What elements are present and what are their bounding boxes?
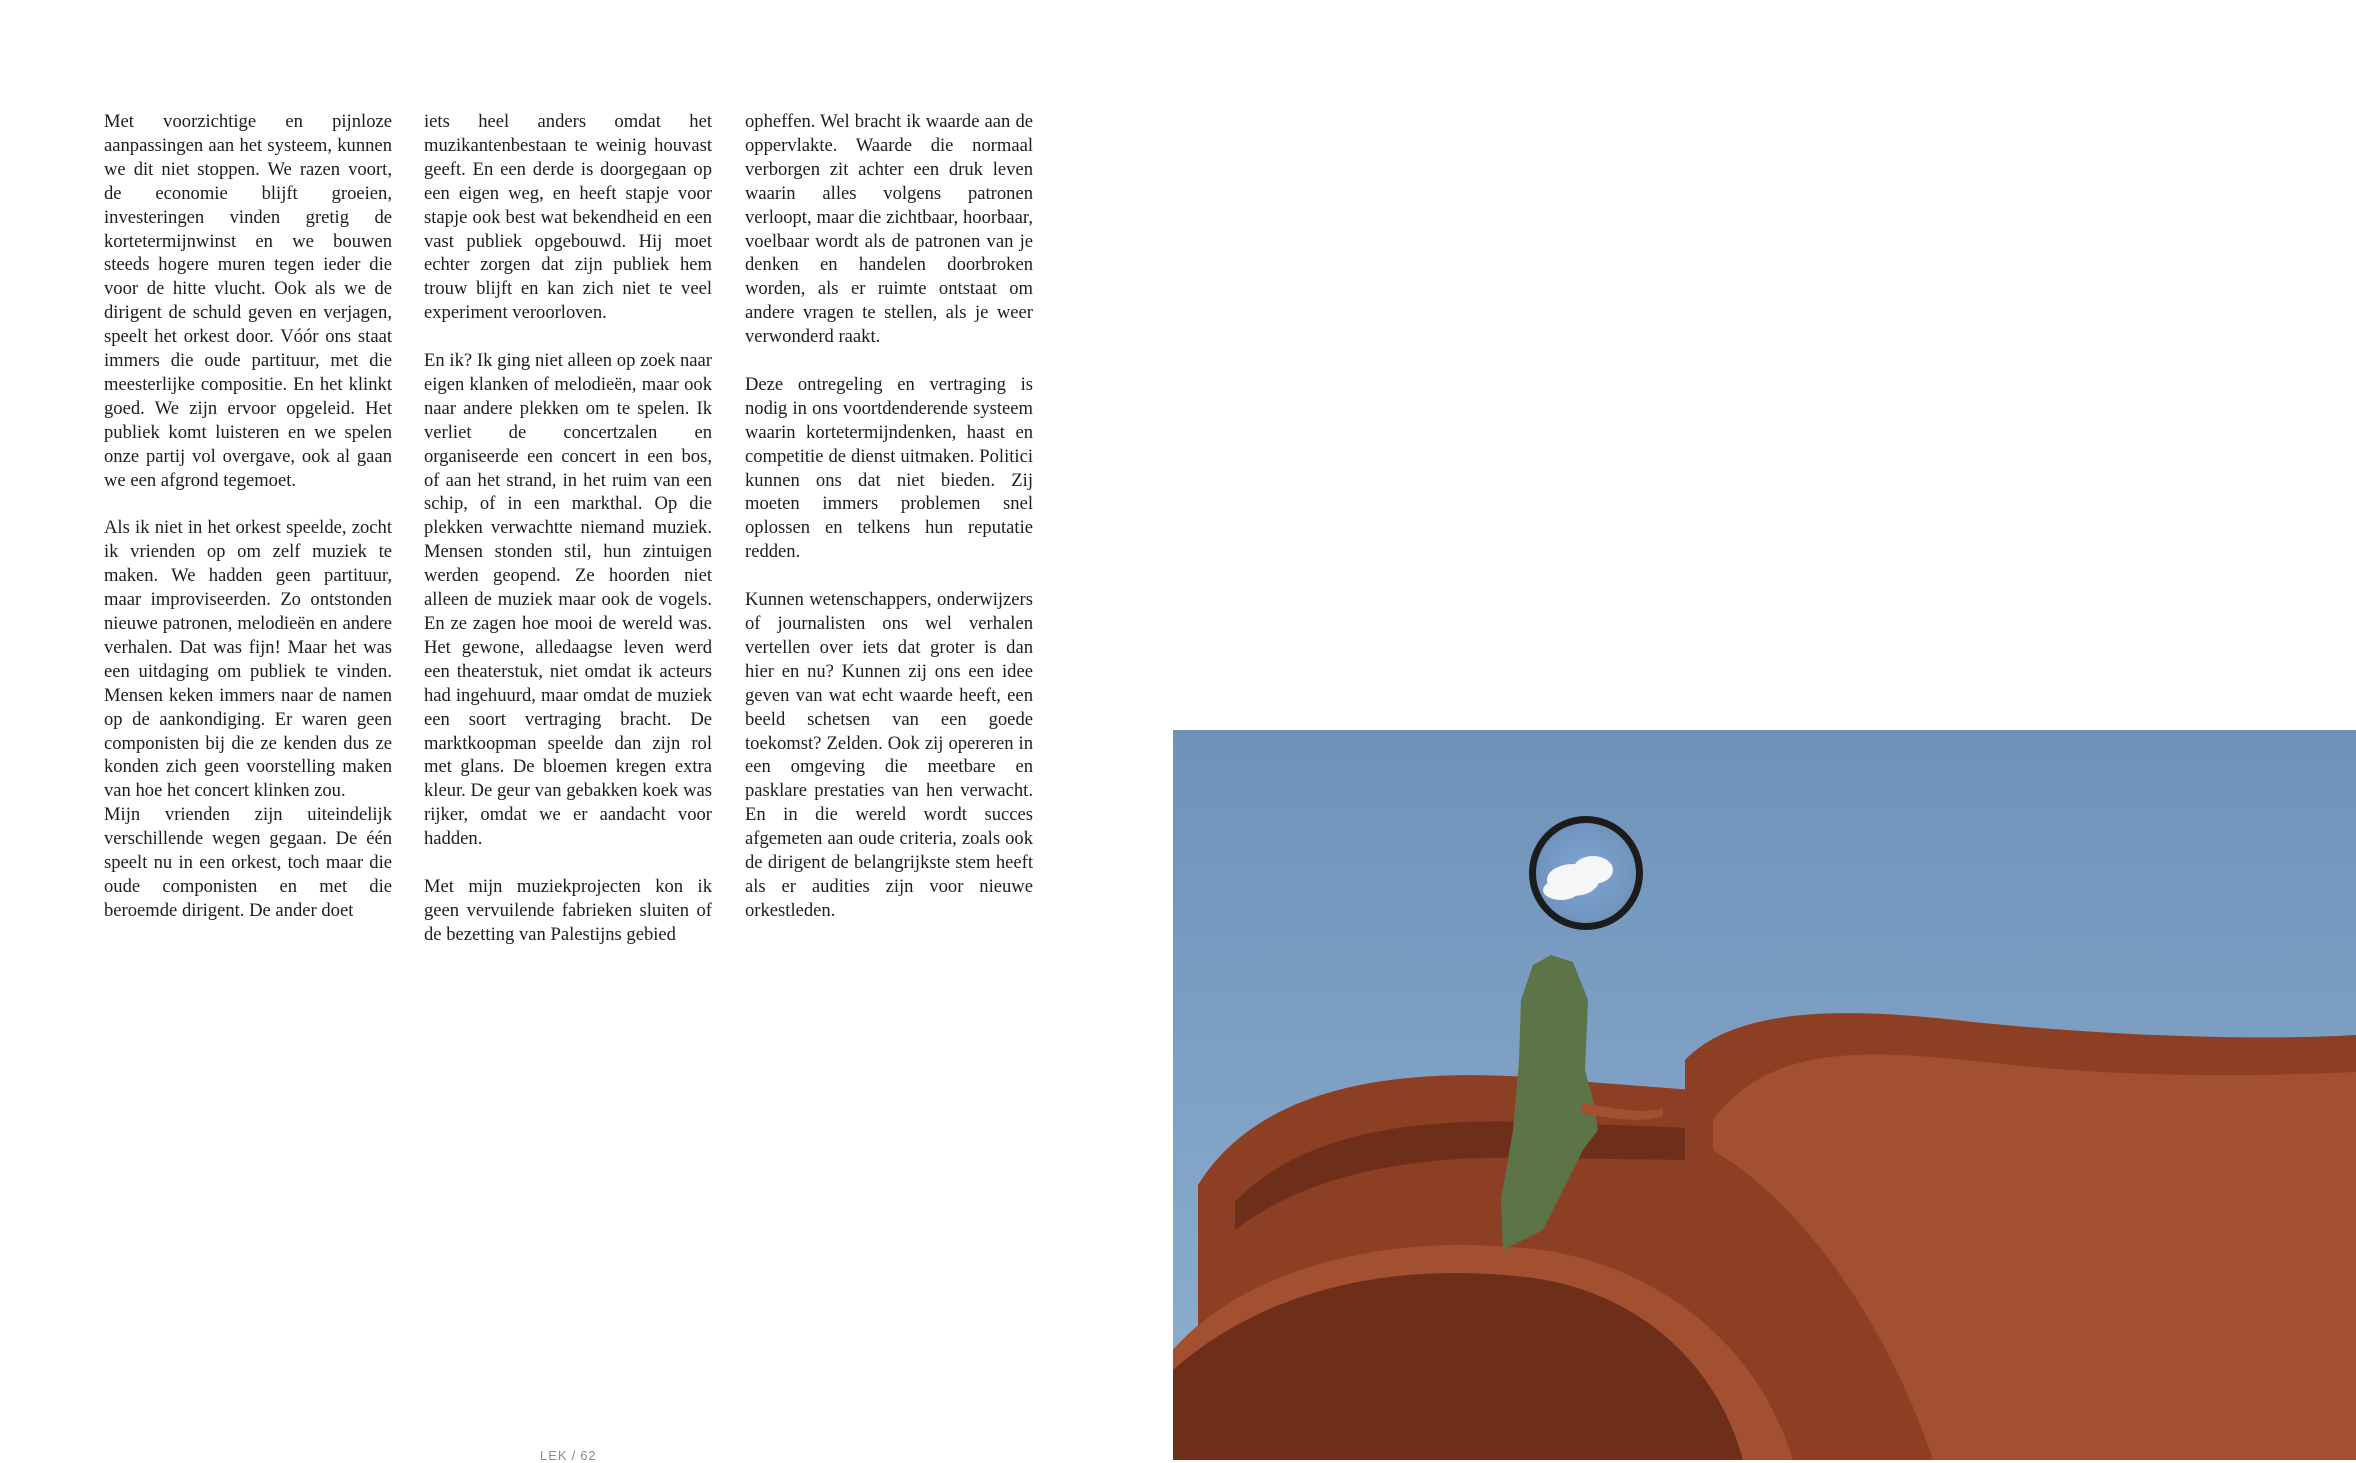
text-column-1 (104, 110, 392, 923)
mirror-cloud (1573, 856, 1613, 884)
paragraph: Deze ontregeling en vertraging is nodig in ons voortdenderende systeem waarin kortetermijndenken, haast en competitie de dienst uitmaken. Politici kunnen ons dat niet bieden. Zij moeten immers problemen snel oplossen en telkens hun reputatie redden. (745, 373, 1033, 563)
folio-separator: / (571, 1448, 577, 1463)
magazine-name: LEK (540, 1448, 568, 1463)
page-number: 62 (580, 1448, 597, 1463)
paragraph: Kunnen wetenschappers, onderwijzers of journalisten ons wel verhalen vertellen over iets dat groter is dan hier en nu? Kunnen zij ons een idee geven van wat echt waarde heeft, een beeld schetsen van een goede toekomst? Zelden. Ook zij opereren in een omgeving die meetbare en pasklare prestaties van hen verwacht. En in die wereld wordt succes afgemeten aan oude criteria, zoals ook de dirigent de belangrijkste stem heeft als er audities zijn voor nieuwe orkestleden. (745, 589, 1033, 921)
text-column-2 (424, 110, 712, 947)
text-column-3 (745, 110, 1033, 923)
paragraph: Mijn vrienden zijn uiteindelijk verschillende wegen gegaan. De één speelt nu in een orkest, toch maar die oude componisten en met die beroemde dirigent. De ander doet (104, 804, 392, 921)
paragraph: Als ik niet in het orkest speelde, zocht ik vrienden op om zelf muziek te maken. We hadden geen partituur, maar improviseerden. Zo ontstonden nieuwe patronen, melodieën en andere verhalen. Dat was fijn! Maar het was een uitdaging om publiek te vinden. Mensen keken immers naar de namen op de aankondiging. Er waren geen componisten bij die ze kenden dus ze konden zich geen voorstelling maken van hoe het concert klinken zou. (104, 517, 392, 802)
paragraph: Met mijn muziekprojecten kon ik geen vervuilende fabrieken sluiten of de bezetting van Palestijns gebied (424, 875, 712, 945)
mirror-cloud (1543, 880, 1579, 900)
paragraph: Met voorzichtige en pijnloze aanpassingen aan het systeem, kunnen we dit niet stoppen. We razen voort, de economie blijft groeien, investeringen vinden gretig de kortetermijnwinst en we bouwen steeds hogere muren tegen ieder die voor de hitte vlucht. Ook als we de dirigent de schuld geven en verjagen, speelt het orkest door. Vóór ons staat immers die oude partituur, met die meesterlijke compositie. En het klinkt goed. We zijn ervoor opgeleid. Het publiek komt luisteren en we spelen onze partij vol overgave, ook al gaan we een afgrond tegemoet. (104, 111, 392, 491)
page-footer (540, 1448, 597, 1463)
paragraph: iets heel anders omdat het muzikantenbestaan te weinig houvast geeft. En een derde is doorgegaan op een eigen weg, en heeft stapje voor stapje ook best wat bekendheid en een vast publiek opgebouwd. Hij moet echter zorgen dat zijn publiek hem trouw blijft en kan zich niet te veel experiment veroorloven. (424, 111, 712, 324)
paragraph: En ik? Ik ging niet alleen op zoek naar eigen klanken of melodieën, maar ook naar andere plekken om te spelen. Ik verliet de concertzalen en organiseerde een concert in een bos, of aan het strand, in het ruim van een schip, of in een markthal. Op die plekken verwachtte niemand muziek. Mensen stonden stil, hun zintuigen werden geopend. Ze hoorden niet alleen de muziek maar ook de vogels. En ze zagen hoe mooi de wereld was. Het gewone, alledaagse leven werd een theaterstuk, niet omdat ik acteurs had ingehuurd, maar omdat de muziek een soort vertraging bracht. De marktkoopman speelde dan zijn rol met glans. De bloemen kregen extra kleur. De geur van gebakken koek was rijker, omdat we er aandacht voor hadden. (424, 350, 712, 850)
photograph (1173, 730, 2356, 1460)
paragraph: opheffen. Wel bracht ik waarde aan de oppervlakte. Waarde die normaal verborgen zit achter een druk leven waarin alles volgens patronen verloopt, maar die zichtbaar, hoorbaar, voelbaar wordt als de patronen van je denken en handelen doorbroken worden, als er ruimte ontstaat om andere vragen te stellen, als je weer verwonderd raakt. (745, 111, 1033, 348)
photo-illustration (1173, 730, 2356, 1460)
